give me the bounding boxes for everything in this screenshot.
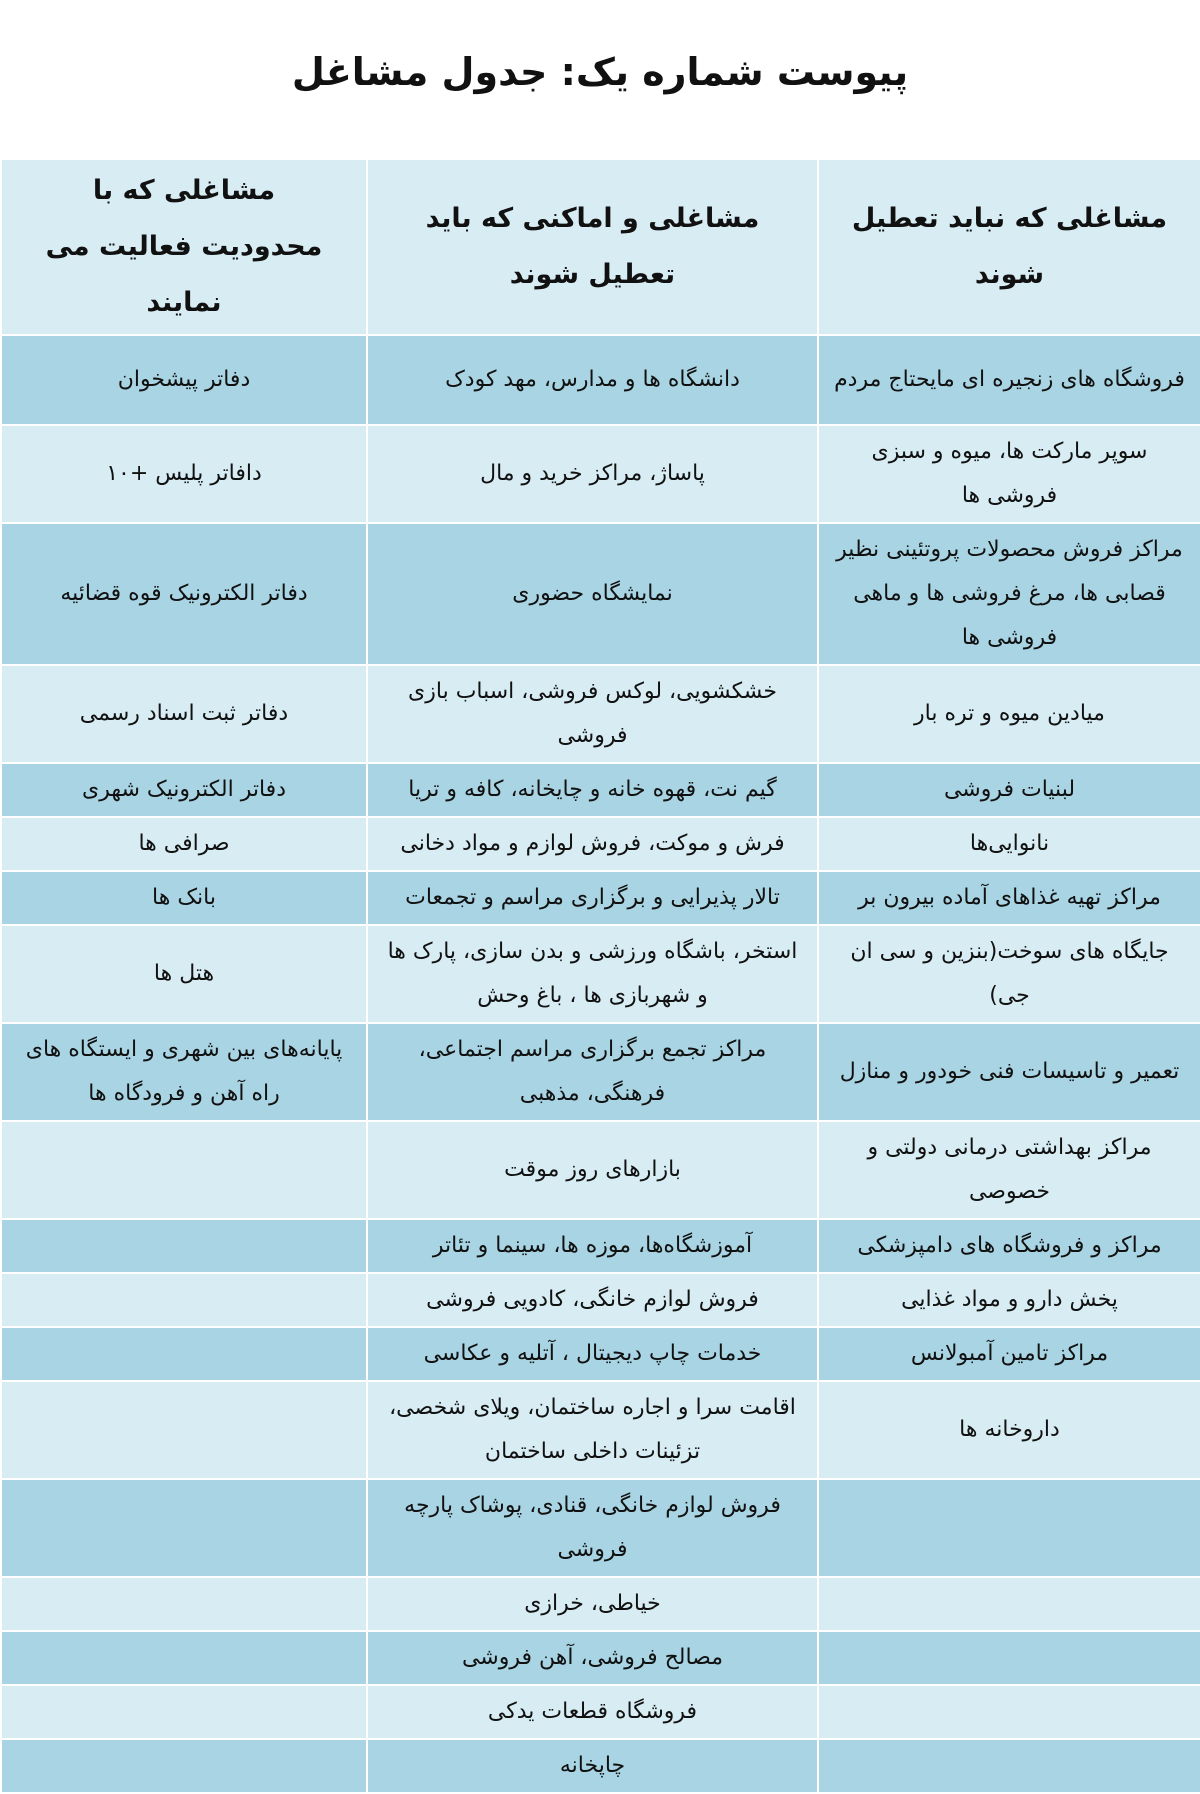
table-cell: دفاتر الکترونیک قوه قضائیه <box>1 523 367 665</box>
table-cell: دانشگاه ها و مدارس، مهد کودک <box>367 335 818 425</box>
table-cell: فروش لوازم خانگی، کادویی فروشی <box>367 1273 818 1327</box>
table-row <box>1 1327 1200 1381</box>
table-cell: بانک ها <box>1 871 367 925</box>
jobs-table <box>0 158 1200 1794</box>
table-cell: دفاتر ثبت اسناد رسمی <box>1 665 367 763</box>
table-cell: بازارهای روز موقت <box>367 1121 818 1219</box>
table-cell: فروش لوازم خانگی، قنادی، پوشاک پارچه فروشی <box>367 1479 818 1577</box>
table-cell <box>818 1631 1200 1685</box>
table-cell <box>1 1121 367 1219</box>
table-cell <box>818 1479 1200 1577</box>
table-row <box>1 1219 1200 1273</box>
table-row <box>1 1631 1200 1685</box>
table-cell: فروشگاه های زنجیره ای مایحتاج مردم <box>818 335 1200 425</box>
table-cell: سوپر مارکت ها، میوه و سبزی فروشی ها <box>818 425 1200 523</box>
table-cell: هتل ها <box>1 925 367 1023</box>
page-title: پیوست شماره یک: جدول مشاغل <box>291 50 909 94</box>
table-cell: خدمات چاپ دیجیتال ، آتلیه و عکاسی <box>367 1327 818 1381</box>
column-header-closed: مشاغلی و اماکنی که باید تعطیل شوند <box>367 159 818 335</box>
table-cell: خیاطی، خرازی <box>367 1577 818 1631</box>
table-cell: مراکز فروش محصولات پروتئینی نظیر قصابی ها، مرغ فروشی ها و ماهی فروشی ها <box>818 523 1200 665</box>
table-cell: پخش دارو و مواد غذایی <box>818 1273 1200 1327</box>
table-cell: نانوایی‌ها <box>818 817 1200 871</box>
table-row <box>1 1739 1200 1793</box>
table-cell: میادین میوه و تره بار <box>818 665 1200 763</box>
table-cell: مراکز تهیه غذاهای آماده بیرون بر <box>818 871 1200 925</box>
table-cell <box>1 1219 367 1273</box>
table-cell <box>1 1479 367 1577</box>
table-row <box>1 665 1200 763</box>
table-cell: مراکز تجمع برگزاری مراسم اجتماعی، فرهنگی، مذهبی <box>367 1023 818 1121</box>
table-header-row <box>1 159 1200 335</box>
table-cell <box>1 1631 367 1685</box>
table-row <box>1 1023 1200 1121</box>
table-cell: دافاتر پلیس +۱۰ <box>1 425 367 523</box>
table-cell <box>1 1739 367 1793</box>
table-cell: تالار پذیرایی و برگزاری مراسم و تجمعات <box>367 871 818 925</box>
table-cell: چاپخانه <box>367 1739 818 1793</box>
table-cell: آموزشگاه‌ها، موزه ها، سینما و تئاتر <box>367 1219 818 1273</box>
table-cell: خشکشویی، لوکس فروشی، اسباب بازی فروشی <box>367 665 818 763</box>
table-row <box>1 1381 1200 1479</box>
table-cell: استخر، باشگاه ورزشی و بدن سازی، پارک ها و شهربازی ها ، باغ وحش <box>367 925 818 1023</box>
table-row <box>1 925 1200 1023</box>
table-cell <box>1 1381 367 1479</box>
column-header-essential: مشاغلی که نباید تعطیل شوند <box>818 159 1200 335</box>
table-row <box>1 871 1200 925</box>
table-cell <box>818 1739 1200 1793</box>
table-cell: دفاتر پیشخوان <box>1 335 367 425</box>
table-cell: دفاتر الکترونیک شهری <box>1 763 367 817</box>
table-cell <box>818 1577 1200 1631</box>
table-row <box>1 1479 1200 1577</box>
table-cell: جایگاه های سوخت(بنزین و سی ان جی) <box>818 925 1200 1023</box>
table-cell: صرافی ها <box>1 817 367 871</box>
table-cell <box>1 1577 367 1631</box>
table-cell: پایانه‌های بین شهری و ایستگاه های راه آهن و فرودگاه ها <box>1 1023 367 1121</box>
table-cell <box>1 1327 367 1381</box>
table-row <box>1 1273 1200 1327</box>
column-header-restricted: مشاغلی که با محدودیت فعالیت می نمایند <box>1 159 367 335</box>
table-cell: پاساژ، مراکز خرید و مال <box>367 425 818 523</box>
table-cell: مراکز تامین آمبولانس <box>818 1327 1200 1381</box>
table-row <box>1 425 1200 523</box>
table-row <box>1 335 1200 425</box>
table-cell <box>818 1685 1200 1739</box>
table-cell: لبنیات فروشی <box>818 763 1200 817</box>
table-cell: مراکز بهداشتی درمانی دولتی و خصوصی <box>818 1121 1200 1219</box>
table-row <box>1 1685 1200 1739</box>
table-cell: مصالح فروشی، آهن فروشی <box>367 1631 818 1685</box>
table-cell <box>1 1273 367 1327</box>
table-cell: اقامت سرا و اجاره ساختمان، ویلای شخصی، تزئینات داخلی ساختمان <box>367 1381 818 1479</box>
table-row <box>1 1577 1200 1631</box>
table-row <box>1 1121 1200 1219</box>
table-row <box>1 523 1200 665</box>
table-cell <box>1 1685 367 1739</box>
table-cell: فروشگاه قطعات یدکی <box>367 1685 818 1739</box>
table-cell: گیم نت، قهوه خانه و چایخانه، کافه و تریا <box>367 763 818 817</box>
table-cell: نمایشگاه حضوری <box>367 523 818 665</box>
table-row <box>1 817 1200 871</box>
table-cell: مراکز و فروشگاه های دامپزشکی <box>818 1219 1200 1273</box>
table-cell: تعمیر و تاسیسات فنی خودور و منازل <box>818 1023 1200 1121</box>
table-cell: فرش و موکت، فروش لوازم و مواد دخانی <box>367 817 818 871</box>
table-row <box>1 763 1200 817</box>
table-cell: داروخانه ها <box>818 1381 1200 1479</box>
